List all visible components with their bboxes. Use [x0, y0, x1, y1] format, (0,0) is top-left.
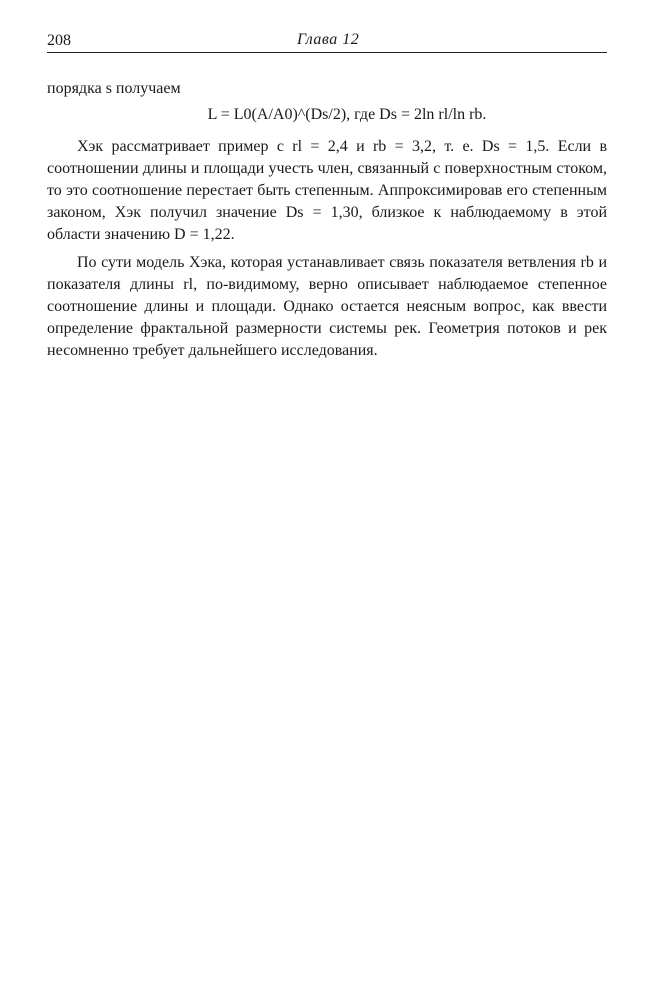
paragraph-hack-example: Хэк рассматривает пример с rl = 2,4 и rb = 3,2, т. е. Ds = 1,5. Если в соотношении длины и площади учесть член, связанный с поверхностным стоком, то это соотношение перестает быть степенным. Аппроксимировав его степенным законом, Хэк получил значение Ds = 1,30, близкое к наблюдаемому в этой области значению D = 1,22. [47, 138, 607, 243]
paragraph-model-summary: По сути модель Хэка, которая устанавливает связь показателя ветвления rb и показателя длины rl, по-видимому, верно описывает наблюдаемое степенное соотношение длины и площади. Однако остается неясным вопрос, как ввести определение фрактальной размерности системы рек. Геометрия потоков и рек несомненно требует дальнейшего исследования. [47, 254, 607, 359]
formula: L = L0(A/A0)^(Ds/2), где Ds = 2ln rl/ln rb. [207, 106, 487, 123]
page-header [47, 30, 607, 53]
running-head: Глава 12 [297, 31, 360, 48]
paragraph-intro: порядка s получаем [47, 80, 181, 97]
page-number: 208 [47, 32, 71, 49]
body-text [47, 78, 607, 362]
